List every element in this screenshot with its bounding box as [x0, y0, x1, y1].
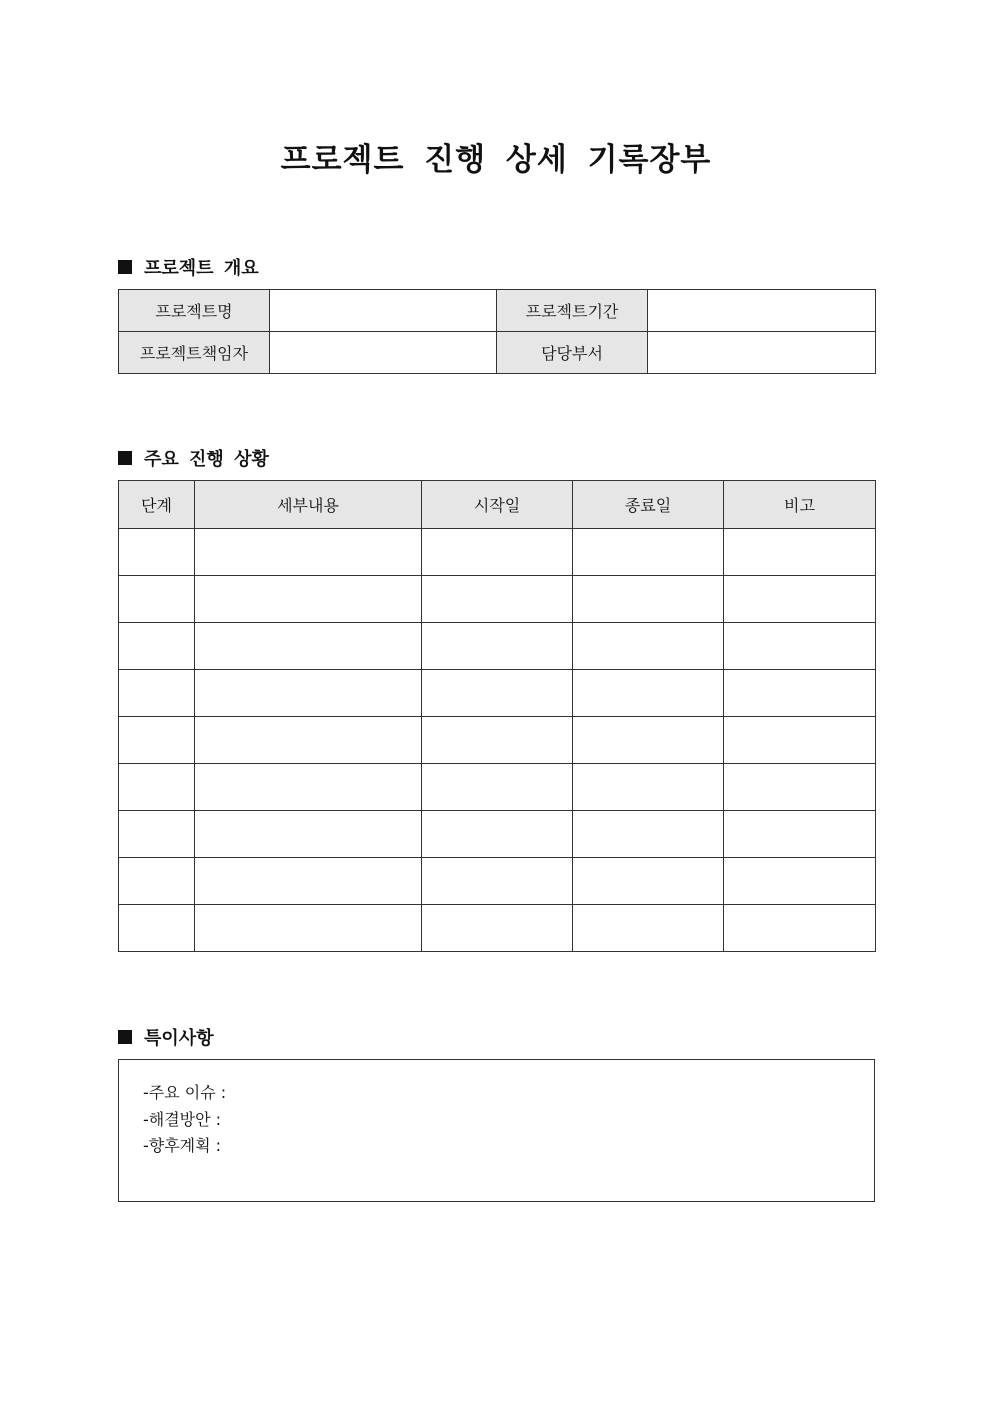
table-cell[interactable]	[422, 858, 573, 905]
table-cell[interactable]	[119, 811, 195, 858]
column-header: 단계	[119, 481, 195, 529]
table-cell[interactable]	[195, 576, 422, 623]
overview-heading	[118, 254, 259, 280]
page-title: 프로젝트 진행 상세 기록장부	[280, 142, 712, 178]
table-cell[interactable]	[724, 905, 876, 952]
notes-heading-label: 특이사항	[144, 1028, 214, 1049]
table-cell[interactable]	[119, 764, 195, 811]
overview-row	[119, 290, 876, 332]
table-cell[interactable]	[573, 576, 724, 623]
overview-row	[119, 332, 876, 374]
table-cell[interactable]	[573, 670, 724, 717]
square-bullet-icon	[118, 260, 132, 274]
note-line: -주요 이슈 :	[143, 1083, 227, 1102]
table-cell[interactable]	[422, 717, 573, 764]
table-row	[119, 623, 876, 670]
table-cell[interactable]	[573, 764, 724, 811]
table-cell[interactable]	[119, 623, 195, 670]
column-header: 종료일	[573, 481, 724, 529]
column-header: 세부내용	[195, 481, 422, 529]
table-row	[119, 670, 876, 717]
department-field[interactable]	[648, 332, 876, 374]
notes-lines	[143, 1080, 226, 1160]
square-bullet-icon	[118, 1030, 132, 1044]
table-cell[interactable]	[195, 670, 422, 717]
table-cell[interactable]	[422, 576, 573, 623]
overview-table	[118, 289, 876, 374]
table-cell[interactable]	[422, 905, 573, 952]
note-line: -해결방안 :	[143, 1109, 222, 1129]
column-header: 비고	[724, 481, 876, 529]
table-cell[interactable]	[573, 529, 724, 576]
table-cell[interactable]	[195, 858, 422, 905]
table-cell[interactable]	[195, 811, 422, 858]
table-cell[interactable]	[195, 717, 422, 764]
table-row	[119, 905, 876, 952]
table-cell[interactable]	[119, 576, 195, 623]
overview-label: 프로젝트책임자	[119, 332, 270, 374]
table-cell[interactable]	[119, 529, 195, 576]
square-bullet-icon	[118, 451, 132, 465]
table-cell[interactable]	[195, 764, 422, 811]
table-cell[interactable]	[724, 858, 876, 905]
table-row	[119, 764, 876, 811]
table-row	[119, 811, 876, 858]
table-cell[interactable]	[422, 764, 573, 811]
progress-heading-label: 주요 진행 상황	[144, 449, 269, 470]
table-cell[interactable]	[724, 764, 876, 811]
table-row	[119, 576, 876, 623]
table-cell[interactable]	[573, 858, 724, 905]
table-row	[119, 858, 876, 905]
note-line: -향후계획 :	[143, 1136, 222, 1155]
table-cell[interactable]	[119, 905, 195, 952]
table-cell[interactable]	[119, 717, 195, 764]
table-cell[interactable]	[573, 811, 724, 858]
table-cell[interactable]	[573, 623, 724, 670]
table-row	[119, 717, 876, 764]
overview-label: 프로젝트명	[119, 290, 270, 332]
overview-label: 프로젝트기간	[497, 290, 648, 332]
notes-box[interactable]	[118, 1059, 875, 1202]
table-cell[interactable]	[724, 670, 876, 717]
progress-heading	[118, 445, 269, 471]
table-cell[interactable]	[573, 717, 724, 764]
table-cell[interactable]	[724, 576, 876, 623]
table-cell[interactable]	[724, 717, 876, 764]
table-cell[interactable]	[195, 905, 422, 952]
overview-heading-label: 프로젝트 개요	[144, 258, 259, 279]
project-manager-field[interactable]	[270, 332, 497, 374]
progress-header-row	[119, 481, 876, 529]
table-cell[interactable]	[195, 623, 422, 670]
table-cell[interactable]	[724, 529, 876, 576]
table-row	[119, 529, 876, 576]
progress-table	[118, 480, 876, 952]
notes-heading	[118, 1024, 214, 1050]
table-cell[interactable]	[195, 529, 422, 576]
overview-label: 담당부서	[497, 332, 648, 374]
table-cell[interactable]	[422, 811, 573, 858]
table-cell[interactable]	[119, 670, 195, 717]
table-cell[interactable]	[119, 858, 195, 905]
project-period-field[interactable]	[648, 290, 876, 332]
table-cell[interactable]	[422, 529, 573, 576]
table-cell[interactable]	[573, 905, 724, 952]
project-name-field[interactable]	[270, 290, 497, 332]
table-cell[interactable]	[724, 811, 876, 858]
column-header: 시작일	[422, 481, 573, 529]
table-cell[interactable]	[422, 670, 573, 717]
table-cell[interactable]	[422, 623, 573, 670]
table-cell[interactable]	[724, 623, 876, 670]
